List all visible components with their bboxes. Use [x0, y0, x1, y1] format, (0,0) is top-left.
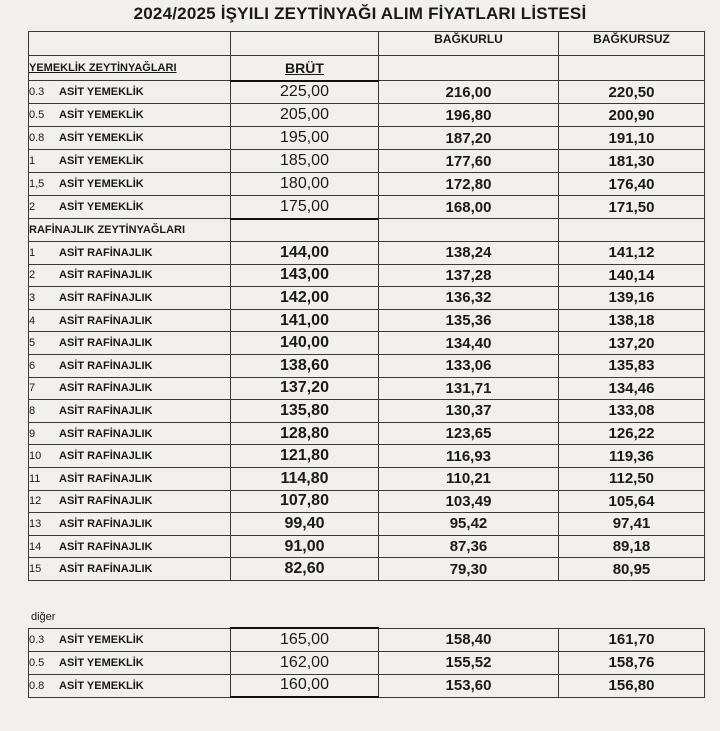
table-row [29, 535, 705, 558]
row-label [29, 445, 231, 468]
main-price-table [28, 31, 705, 581]
oil-type: ASİT RAFİNAJLIK [59, 269, 153, 282]
bagkursuz-price: 161,70 [559, 628, 705, 651]
acid-grade: 0.3 [29, 633, 45, 646]
acid-grade: 0.5 [29, 109, 45, 121]
bagkursuz-price: 200,90 [559, 104, 705, 127]
oil-type: ASİT YEMEKLİK [59, 679, 144, 692]
bagkurlu-price: 116,93 [379, 445, 559, 468]
bagkurlu-price: 123,65 [379, 422, 559, 445]
oil-type: ASİT RAFİNAJLIK [59, 472, 153, 485]
table-row [29, 422, 705, 445]
table-row [29, 674, 705, 697]
bagkursuz-price: 80,95 [559, 558, 705, 581]
acid-grade: 8 [29, 404, 36, 417]
table-row [29, 242, 705, 265]
acid-grade: 14 [29, 540, 42, 553]
row-label [29, 490, 231, 513]
oil-type: ASİT RAFİNAJLIK [59, 314, 153, 327]
table-row [29, 628, 705, 651]
header-empty-cell [231, 32, 379, 56]
row-label [29, 287, 231, 310]
acid-grade: 15 [29, 563, 42, 576]
bagkursuz-price: 135,83 [559, 354, 705, 377]
row-label [29, 377, 231, 400]
empty-cell [231, 219, 379, 242]
row-label [29, 242, 231, 265]
acid-grade: 1 [29, 246, 36, 259]
header-bagkurlu: BAĞKURLU [379, 32, 559, 56]
table-row [29, 513, 705, 536]
brut-price: 142,00 [231, 287, 379, 310]
table-row [29, 332, 705, 355]
oil-type: ASİT YEMEKLİK [59, 201, 144, 213]
bagkurlu-price: 137,28 [379, 264, 559, 287]
brut-price: 138,60 [231, 354, 379, 377]
acid-grade: 0.8 [29, 679, 45, 692]
other-price-table [28, 627, 705, 698]
bagkursuz-price: 139,16 [559, 287, 705, 310]
row-label [29, 104, 231, 127]
document-title: 2024/2025 İŞYILI ZEYTİNYAĞI ALIM FİYATLARI LİSTESİ [133, 4, 587, 23]
oil-type: ASİT RAFİNAJLIK [59, 495, 153, 508]
table-row [29, 104, 705, 127]
bagkurlu-price: 196,80 [379, 104, 559, 127]
bagkurlu-price: 79,30 [379, 558, 559, 581]
bagkurlu-price: 158,40 [379, 628, 559, 651]
brut-price: 144,00 [231, 242, 379, 265]
acid-grade: 13 [29, 517, 42, 530]
table-row [29, 467, 705, 490]
brut-price: 82,60 [231, 558, 379, 581]
brut-price: 137,20 [231, 377, 379, 400]
bagkursuz-price: 89,18 [559, 535, 705, 558]
yemeklik-section-row [29, 56, 705, 81]
bagkurlu-price: 216,00 [379, 81, 559, 104]
brut-price: 205,00 [231, 104, 379, 127]
brut-price: 185,00 [231, 150, 379, 173]
row-label [29, 535, 231, 558]
header-bagkursuz: BAĞKURSUZ [559, 32, 705, 56]
oil-type: ASİT RAFİNAJLIK [59, 246, 153, 259]
row-label [29, 127, 231, 150]
acid-grade: 10 [29, 450, 42, 463]
oil-type: ASİT RAFİNAJLIK [59, 427, 153, 440]
acid-grade: 4 [29, 314, 36, 327]
acid-grade: 12 [29, 495, 42, 508]
acid-grade: 9 [29, 427, 36, 440]
bagkursuz-price: 156,80 [559, 674, 705, 697]
diger-rows [29, 628, 705, 697]
table-row [29, 558, 705, 581]
acid-grade: 1,5 [29, 178, 45, 190]
table-row [29, 81, 705, 104]
acid-grade: 2 [29, 201, 36, 213]
acid-grade: 5 [29, 337, 36, 350]
rafinajlik-rows [29, 242, 705, 581]
table-row [29, 287, 705, 310]
bagkursuz-price: 105,64 [559, 490, 705, 513]
yemeklik-rows [29, 81, 705, 219]
row-label [29, 651, 231, 674]
bagkursuz-price: 140,14 [559, 264, 705, 287]
table-row [29, 490, 705, 513]
brut-price: 91,00 [231, 535, 379, 558]
brut-price: 175,00 [231, 196, 379, 219]
bagkurlu-price: 138,24 [379, 242, 559, 265]
row-label [29, 150, 231, 173]
brut-price: 135,80 [231, 400, 379, 423]
brut-price: 165,00 [231, 628, 379, 651]
header-brut: BRÜT [231, 56, 379, 81]
oil-type: ASİT RAFİNAJLIK [59, 450, 153, 463]
table-row [29, 196, 705, 219]
row-label [29, 400, 231, 423]
bagkurlu-price: 130,37 [379, 400, 559, 423]
brut-price: 180,00 [231, 173, 379, 196]
bagkursuz-price: 158,76 [559, 651, 705, 674]
bagkurlu-price: 177,60 [379, 150, 559, 173]
oil-type: ASİT RAFİNAJLIK [59, 337, 153, 350]
empty-cell [559, 219, 705, 242]
oil-type: ASİT RAFİNAJLIK [59, 563, 153, 576]
bagkurlu-price: 131,71 [379, 377, 559, 400]
empty-cell [379, 219, 559, 242]
row-label [29, 422, 231, 445]
brut-price: 162,00 [231, 651, 379, 674]
brut-price: 140,00 [231, 332, 379, 355]
brut-price: 141,00 [231, 309, 379, 332]
section-diger-label: diğer [31, 611, 56, 623]
bagkursuz-price: 141,12 [559, 242, 705, 265]
header-empty-cell [29, 32, 231, 56]
empty-cell [379, 56, 559, 81]
acid-grade: 2 [29, 269, 36, 282]
row-label [29, 196, 231, 219]
bagkursuz-price: 191,10 [559, 127, 705, 150]
bagkursuz-price: 126,22 [559, 422, 705, 445]
brut-price: 195,00 [231, 127, 379, 150]
bagkursuz-price: 220,50 [559, 81, 705, 104]
bagkurlu-price: 134,40 [379, 332, 559, 355]
table-row [29, 377, 705, 400]
brut-price: 99,40 [231, 513, 379, 536]
oil-type: ASİT YEMEKLİK [59, 109, 144, 121]
oil-type: ASİT RAFİNAJLIK [59, 359, 153, 372]
row-label [29, 354, 231, 377]
oil-type: ASİT YEMEKLİK [59, 178, 144, 190]
brut-price: 225,00 [231, 81, 379, 104]
oil-type: ASİT RAFİNAJLIK [59, 382, 153, 395]
table-row [29, 651, 705, 674]
bagkursuz-price: 133,08 [559, 400, 705, 423]
bagkursuz-price: 176,40 [559, 173, 705, 196]
table-row [29, 173, 705, 196]
bagkurlu-price: 135,36 [379, 309, 559, 332]
bagkurlu-price: 95,42 [379, 513, 559, 536]
oil-type: ASİT RAFİNAJLIK [59, 540, 153, 553]
oil-type: ASİT RAFİNAJLIK [59, 291, 153, 304]
acid-grade: 3 [29, 291, 36, 304]
table-row [29, 400, 705, 423]
bagkursuz-price: 137,20 [559, 332, 705, 355]
empty-cell [559, 56, 705, 81]
acid-grade: 0.3 [29, 86, 45, 98]
row-label [29, 467, 231, 490]
brut-price: 114,80 [231, 467, 379, 490]
row-label [29, 81, 231, 104]
oil-type: ASİT YEMEKLİK [59, 656, 144, 669]
section-yemeklik-label: YEMEKLİK ZEYTİNYAĞLARI [29, 56, 231, 81]
acid-grade: 11 [29, 472, 41, 485]
oil-type: ASİT RAFİNAJLIK [59, 404, 153, 417]
acid-grade: 7 [29, 382, 36, 395]
oil-type: ASİT YEMEKLİK [59, 86, 144, 98]
row-label [29, 513, 231, 536]
table-row [29, 150, 705, 173]
oil-type: ASİT YEMEKLİK [59, 633, 144, 646]
brut-price: 107,80 [231, 490, 379, 513]
header-row [29, 32, 705, 56]
bagkursuz-price: 138,18 [559, 309, 705, 332]
oil-type: ASİT YEMEKLİK [59, 132, 144, 144]
bagkurlu-price: 168,00 [379, 196, 559, 219]
brut-price: 160,00 [231, 674, 379, 697]
acid-grade: 6 [29, 359, 36, 372]
rafinajlik-section-row [29, 219, 705, 242]
row-label [29, 309, 231, 332]
bagkursuz-price: 181,30 [559, 150, 705, 173]
oil-type: ASİT RAFİNAJLIK [59, 517, 153, 530]
bagkurlu-price: 133,06 [379, 354, 559, 377]
bagkurlu-price: 87,36 [379, 535, 559, 558]
brut-price: 128,80 [231, 422, 379, 445]
section-rafinajlik-label: RAFİNAJLIK ZEYTİNYAĞLARI [29, 219, 231, 242]
row-label [29, 332, 231, 355]
bagkurlu-price: 110,21 [379, 467, 559, 490]
bagkursuz-price: 134,46 [559, 377, 705, 400]
bagkurlu-price: 153,60 [379, 674, 559, 697]
acid-grade: 1 [29, 155, 36, 167]
bagkurlu-price: 172,80 [379, 173, 559, 196]
row-label [29, 558, 231, 581]
row-label [29, 628, 231, 651]
row-label [29, 674, 231, 697]
bagkursuz-price: 97,41 [559, 513, 705, 536]
row-label [29, 173, 231, 196]
table-row [29, 354, 705, 377]
bagkursuz-price: 119,36 [559, 445, 705, 468]
acid-grade: 0.8 [29, 132, 45, 144]
table-row [29, 264, 705, 287]
bagkurlu-price: 155,52 [379, 651, 559, 674]
bagkurlu-price: 187,20 [379, 127, 559, 150]
oil-type: ASİT YEMEKLİK [59, 155, 144, 167]
table-row [29, 309, 705, 332]
row-label [29, 264, 231, 287]
bagkursuz-price: 112,50 [559, 467, 705, 490]
bagkurlu-price: 103,49 [379, 490, 559, 513]
brut-price: 121,80 [231, 445, 379, 468]
table-row [29, 445, 705, 468]
bagkurlu-price: 136,32 [379, 287, 559, 310]
table-row [29, 127, 705, 150]
bagkursuz-price: 171,50 [559, 196, 705, 219]
brut-price: 143,00 [231, 264, 379, 287]
acid-grade: 0.5 [29, 656, 45, 669]
